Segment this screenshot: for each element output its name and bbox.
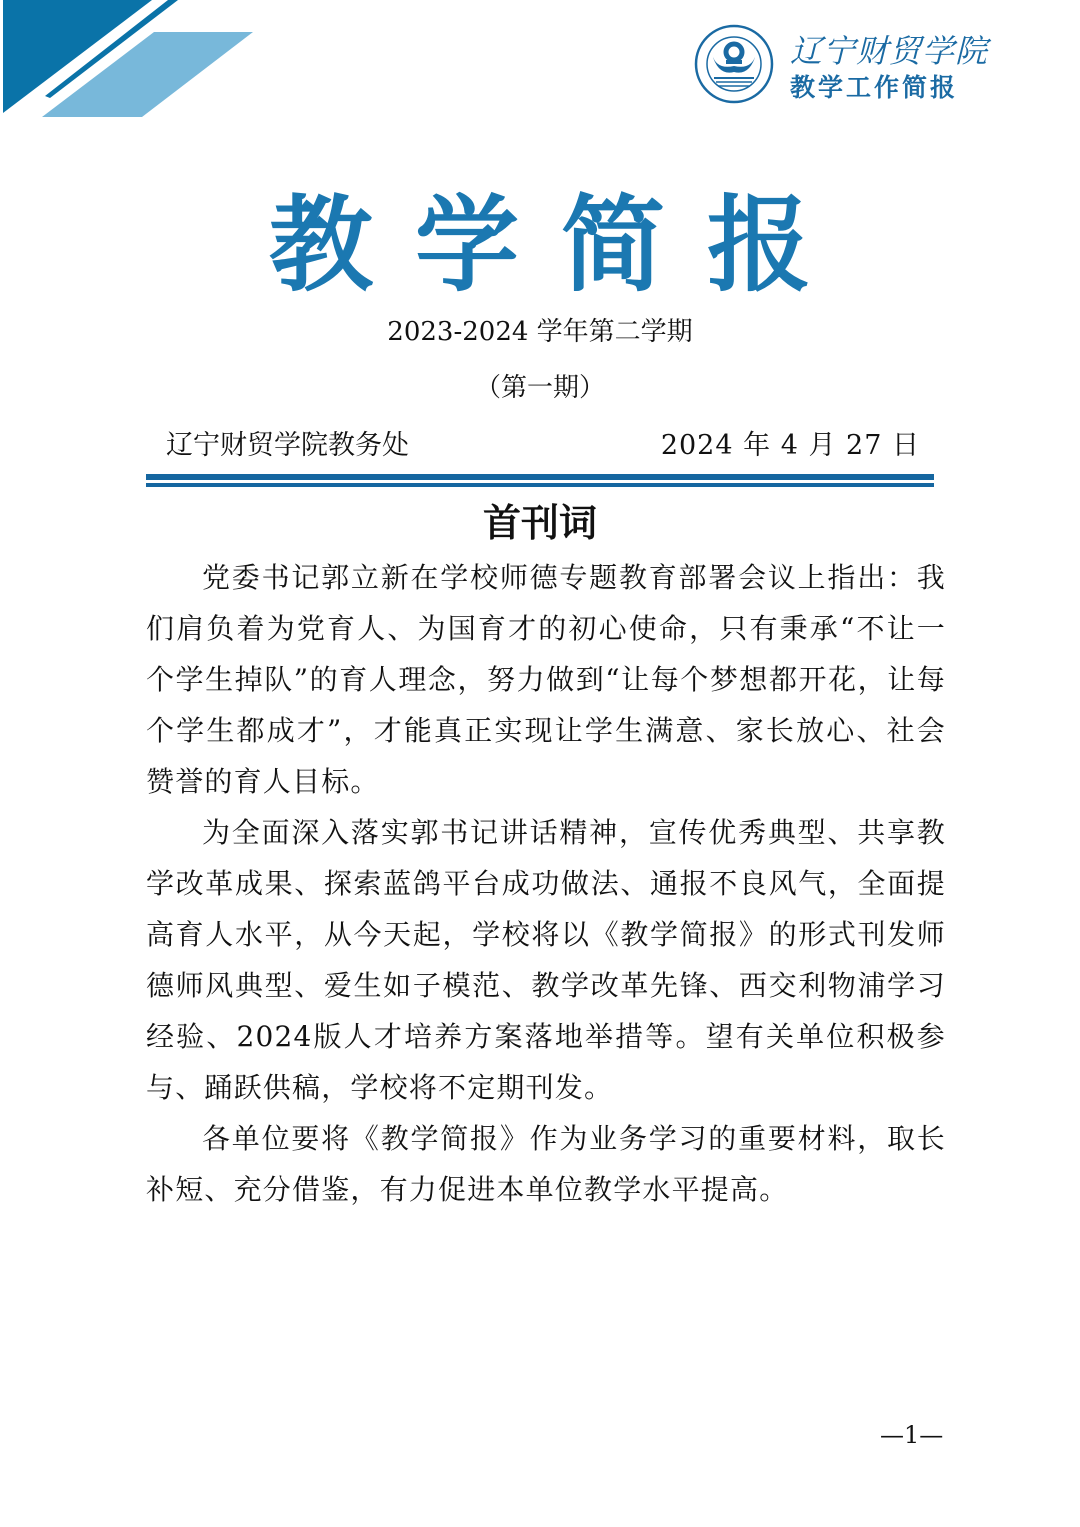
- page-number: —1—: [880, 1421, 944, 1449]
- corner-decoration: [0, 0, 260, 120]
- article-title: 首刊词: [482, 500, 597, 545]
- publisher: 辽宁财贸学院教务处: [166, 430, 409, 461]
- brand-subtitle: 教学工作简报: [790, 73, 959, 102]
- divider-thick: [146, 474, 934, 480]
- publish-date: 2024 年 4 月 27 日: [660, 430, 920, 461]
- article-body: [146, 552, 946, 1215]
- paragraph: 党委书记郭立新在学校师德专题教育部署会议上指出：我们肩负着为党育人、为国育才的初心使命，只有秉承“不让一个学生掉队”的育人理念，努力做到“让每个梦想都开花，让每个学生都成才”，才能真正实现让学生满意、家长放心、社会赞誉的育人目标。: [146, 561, 946, 798]
- divider-thin: [146, 483, 934, 487]
- issue-label: （第一期）: [474, 373, 605, 403]
- paragraph: 各单位要将《教学简报》作为业务学习的重要材料，取长补短、充分借鉴，有力促进本单位教学水平提高。: [146, 1122, 946, 1206]
- term-label: 2023-2024 学年第二学期: [387, 317, 693, 347]
- college-name: 辽宁财贸学院: [790, 32, 989, 70]
- college-logo: [694, 24, 989, 104]
- college-seal-icon: [694, 24, 774, 104]
- paragraph: 为全面深入落实郭书记讲话精神，宣传优秀典型、共享教学改革成果、探索蓝鸽平台成功做法、通报不良风气，全面提高育人水平，从今天起，学校将以《教学简报》的形式刊发师德师风典型、爱生如子模范、教学改革先锋、西交利物浦学习经验、2024版人才培养方案落地举措等。望有关单位积极参与、踊跃供稿，学校将不定期刊发。: [146, 816, 946, 1104]
- masthead-title: 教学简报: [268, 183, 853, 306]
